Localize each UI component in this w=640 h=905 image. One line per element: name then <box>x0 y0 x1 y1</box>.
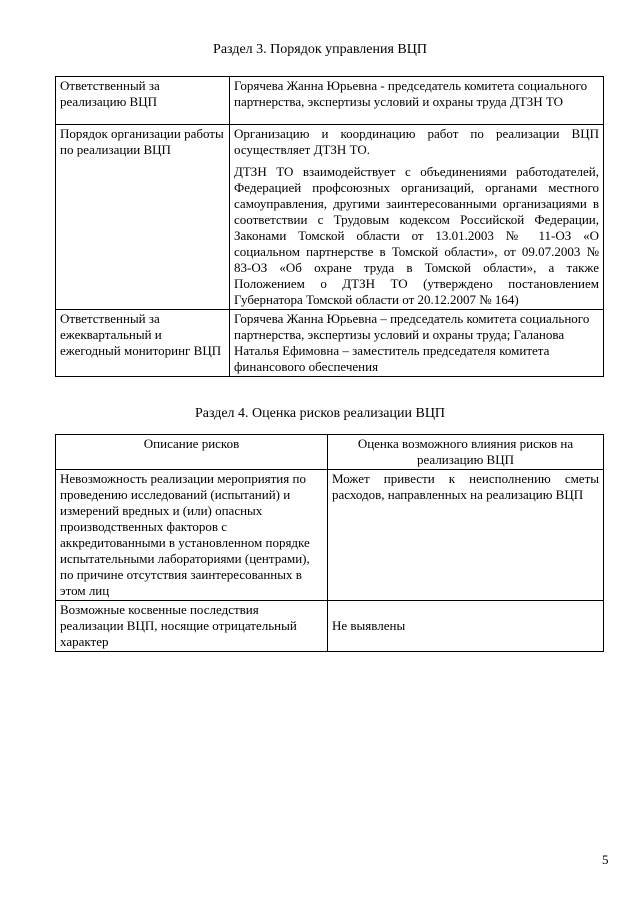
table-header-row <box>56 435 604 470</box>
management-table <box>55 76 604 377</box>
row-value <box>230 125 604 310</box>
section-4-title: Раздел 4. Оценка рисков реализации ВЦП <box>194 406 446 421</box>
column-header-risk: Описание рисков <box>56 435 328 470</box>
section-3-title: Раздел 3. Порядок управления ВЦП <box>213 42 427 57</box>
row-label: Порядок организации работы по реализации ВЦП <box>56 125 230 310</box>
row-value <box>230 310 604 377</box>
table-row <box>56 601 604 652</box>
risk-impact: Может привести к неисполнению сметы расходов, направленных на реализацию ВЦП <box>328 470 604 601</box>
row-label: Ответственный за ежеквартальный и ежегодный мониторинг ВЦП <box>56 310 230 377</box>
table-row <box>56 310 604 377</box>
risk-description: Невозможность реализации мероприятия по проведению исследований (испытаний) и измерений вредных и (или) опасных производственных факторов с аккредитованными в установленном порядке испытательными лабораториями (центрами), по причине отсутствия заинтересованных в этом лиц <box>56 470 328 601</box>
row-label: Ответственный за реализацию ВЦП <box>56 77 230 125</box>
risk-description: Возможные косвенные последствия реализации ВЦП, носящие отрицательный характер <box>56 601 328 652</box>
row-paragraph: ДТЗН ТО взаимодействует с объединениями работодателей, Федерацией профсоюзных организаций, органами местного самоуправления, другими заинтересованными организациями в соответствии с Трудовым кодексом Российской Федерации, Законами Томской области от 13.01.2003 № 11-ОЗ «О социальном партнерстве в Томской области», от 09.07.2003 № 83-ОЗ «Об охране труда в Томской области», а также Положением о ДТЗН ТО (утверждено постановлением Губернатора Томской области от 20.12.2007 № 164) <box>234 164 599 307</box>
row-paragraph: Организацию и координацию работ по реализации ВЦП осуществляет ДТЗН ТО. <box>234 126 599 157</box>
table-row <box>56 125 604 310</box>
row-value <box>230 77 604 125</box>
risk-table <box>55 434 604 652</box>
row-paragraph: Горячева Жанна Юрьевна – председатель комитета социального партнерства, экспертизы условий и охраны труда; Галанова Наталья Ефимовна – заместитель председателя комитета финансового обеспечения <box>234 311 590 374</box>
page-number: 5 <box>602 852 609 867</box>
row-paragraph: Горячева Жанна Юрьевна - председатель комитета социального партнерства, экспертизы условий и охраны труда ДТЗН ТО <box>234 78 588 109</box>
table-row <box>56 77 604 125</box>
table-row <box>56 470 604 601</box>
column-header-impact: Оценка возможного влияния рисков на реализацию ВЦП <box>328 435 604 470</box>
risk-impact: Не выявлены <box>328 601 604 652</box>
